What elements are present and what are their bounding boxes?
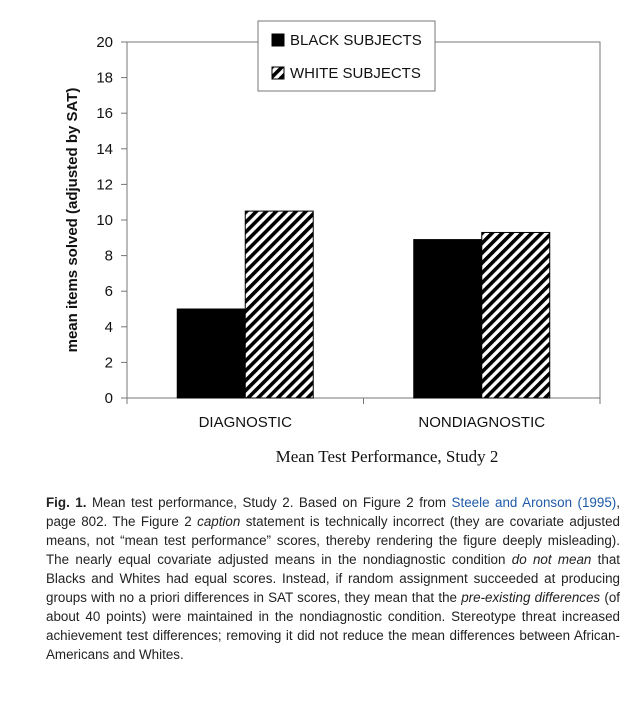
caption-text-4: that Blacks and Whites had equal scores. Instead, if random assignment succeeded at producing groups with no a priori differences in SAT scores, they mean that the [46,552,620,605]
legend-label: BLACK SUBJECTS [290,32,422,49]
plot-area [96,34,600,431]
caption-citation-link[interactable]: Steele and Aronson (1995) [451,495,617,510]
x-tick-label: NONDIAGNOSTIC [418,414,546,431]
y-axis [96,34,127,407]
y-tick-label: 8 [104,247,113,265]
y-axis-label: mean items solved (adjusted by SAT) [64,87,81,353]
bar-white-subjects-nondiagnostic [482,232,550,398]
bar-white-subjects-diagnostic [245,211,313,398]
x-axis [127,398,600,431]
caption-label: Fig. 1. [46,495,87,510]
caption-emphasis-caption: caption [197,514,241,529]
y-tick-label: 10 [96,212,113,229]
y-tick-label: 16 [96,105,113,123]
y-tick-label: 20 [96,34,113,51]
bar-black-subjects-diagnostic [177,309,245,398]
caption-emphasis-pre-existing: pre-existing differences [461,590,601,605]
y-tick-label: 6 [104,283,113,301]
caption-emphasis-do-not-mean: do not mean [511,552,592,567]
caption-text-5: (of about 40 points) were maintained in the nondiagnostic condition. Stereotype threat increased achievement test differences; removing it did not reduce the mean differences between African-Americans and Whites. [46,590,620,662]
y-tick-label: 4 [104,318,113,336]
caption-text-3: statement is technically incorrect (they are covariate adjusted means, not “mean test performance” scores, thereby rendering the figure deeply misleading). The nearly equal covariate adjusted means in the nondiagnostic condition [46,514,620,567]
legend-swatch [272,67,284,79]
y-tick-label: 2 [104,354,113,372]
y-tick-label: 18 [96,69,113,87]
y-tick-label: 14 [96,140,113,158]
chart-title: Mean Test Performance, Study 2 [275,447,499,466]
bars [177,211,550,398]
legend [258,21,435,91]
bar-black-subjects-nondiagnostic [414,240,482,398]
legend-label: WHITE SUBJECTS [290,65,421,82]
caption-text-1: Mean test performance, Study 2. Based on Figure 2 from [86,495,452,510]
x-tick-label: DIAGNOSTIC [198,414,292,431]
y-tick-label: 12 [96,176,113,194]
legend-swatch [272,34,284,46]
figure-caption [46,493,620,664]
y-tick-label: 0 [104,390,113,407]
caption-text-2: , page 802. The Figure 2 [46,495,620,529]
